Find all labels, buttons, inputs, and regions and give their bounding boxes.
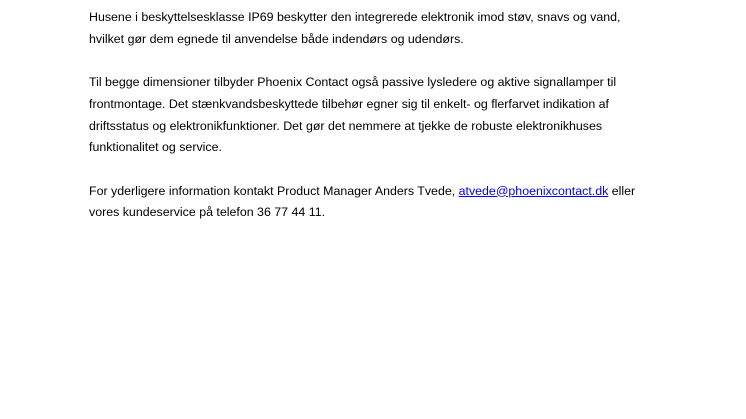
- email-link[interactable]: atvede@phoenixcontact.dk: [458, 183, 609, 198]
- contact-text-before: For yderligere information kontakt Product Manager Anders Tvede,: [89, 183, 459, 198]
- paragraph-ip69-housing: [89, 7, 709, 50]
- text-line: funktionalitet og service.: [89, 140, 222, 155]
- text-line: frontmontage. Det stænkvandsbeskyttede tilbehør egner sig til enkelt- og flerfarvet indikation af: [89, 96, 609, 111]
- text-line: [89, 181, 709, 203]
- paragraph-accessories: [89, 72, 709, 159]
- document-body: [89, 7, 709, 246]
- contact-text-after: eller: [608, 183, 636, 198]
- text-line: Husene i beskyttelsesklasse IP69 beskytter den integrerede elektronik imod støv, snavs og vand,: [89, 10, 621, 24]
- paragraph-contact: [89, 181, 709, 224]
- text-line: Til begge dimensioner tilbyder Phoenix Contact også passive lysledere og aktive signallamper til: [89, 75, 617, 90]
- text-line: driftsstatus og elektronikfunktioner. Det gør det nemmere at tjekke de robuste elektronikhuses: [89, 118, 603, 133]
- text-line: vores kundeservice på telefon 36 77 44 11.: [89, 205, 326, 220]
- text-line: hvilket gør dem egnede til anvendelse både indendørs og udendørs.: [89, 31, 464, 46]
